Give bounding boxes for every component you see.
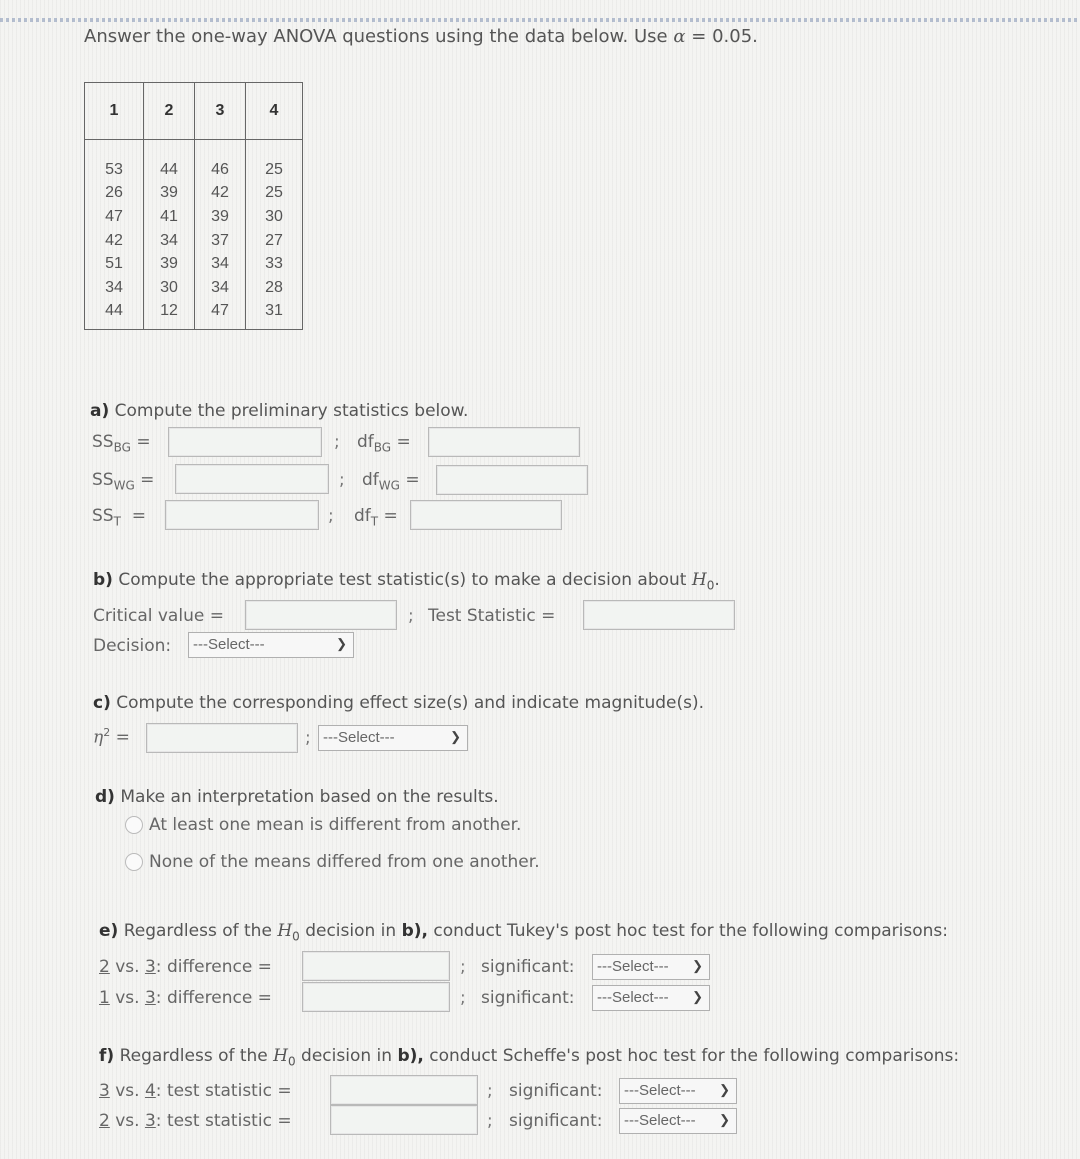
eta-squared-input[interactable] <box>146 723 298 753</box>
separator: ; <box>305 728 311 748</box>
decision-select[interactable] <box>188 632 354 658</box>
df-bg-label: $df_{BG}$ = <box>357 432 411 455</box>
separator: ; <box>408 606 414 626</box>
part-e-question: e) Regardless of the $H_0$ decision in b), conduct Tukey's post hoc test for the following comparisons: <box>99 921 949 944</box>
part-a-text: Compute the preliminary statistics below. <box>114 401 469 421</box>
part-f-ref: b), <box>397 1046 424 1066</box>
part-e-ref: b), <box>401 921 428 941</box>
critical-value-label: Critical value = <box>93 606 224 626</box>
part-e-letter: e) <box>99 921 119 941</box>
select-value: ---Select--- <box>193 636 265 653</box>
table-row <box>85 300 303 330</box>
group-header-2: 2 <box>144 83 195 140</box>
chevron-down-icon: ❯ <box>719 1112 730 1127</box>
df-wg-input[interactable] <box>436 465 588 495</box>
separator: ; <box>487 1081 493 1101</box>
option1-radio[interactable] <box>125 816 143 834</box>
tukey-row1-label: 2 vs. 3: difference = <box>99 957 272 977</box>
table-cell: 41 <box>144 205 195 229</box>
table-cell: 25 <box>246 182 303 206</box>
significant-label: significant: <box>509 1081 603 1101</box>
critical-value-input[interactable] <box>245 600 397 630</box>
alpha-symbol: α <box>673 26 686 47</box>
table-cell: 30 <box>144 276 195 300</box>
chevron-down-icon: ❯ <box>450 729 461 744</box>
table-cell: 31 <box>246 300 303 330</box>
instructions <box>84 26 758 47</box>
select-value: ---Select--- <box>597 989 669 1006</box>
select-value: ---Select--- <box>624 1112 696 1129</box>
part-f-letter: f) <box>99 1046 115 1066</box>
table-cell: 47 <box>85 205 144 229</box>
scheffe-row1-label: 3 vs. 4: test statistic = <box>99 1081 292 1101</box>
table-row <box>85 158 303 182</box>
eta-squared-label: $\eta^2$ = <box>93 726 130 748</box>
table-cell: 53 <box>85 158 144 182</box>
decision-label: Decision: <box>93 636 172 656</box>
scheffe-row2-label: 2 vs. 3: test statistic = <box>99 1111 292 1131</box>
header-divider <box>0 18 1080 22</box>
ss-t-label: $SS_T$ = <box>92 506 146 529</box>
option1-label: At least one mean is different from another. <box>149 815 522 835</box>
table-cell: 46 <box>195 158 246 182</box>
table-cell: 30 <box>246 205 303 229</box>
chevron-down-icon: ❯ <box>692 989 703 1004</box>
table-row <box>85 182 303 206</box>
table-cell: 34 <box>144 229 195 253</box>
table-cell: 27 <box>246 229 303 253</box>
separator: ; <box>328 506 334 526</box>
table-cell: 37 <box>195 229 246 253</box>
instructions-text: Answer the one-way ANOVA questions using the data below. <box>84 26 629 47</box>
table-cell: 42 <box>85 229 144 253</box>
option2-radio[interactable] <box>125 853 143 871</box>
option2-label: None of the means differed from one another. <box>149 852 540 872</box>
table-cell: 44 <box>85 300 144 330</box>
tukey-row2-label: 1 vs. 3: difference = <box>99 988 272 1008</box>
table-cell: 39 <box>144 182 195 206</box>
part-b-text: Compute the appropriate test statistic(s) to make a decision about <box>118 570 687 590</box>
tukey-row2-select[interactable] <box>592 985 710 1011</box>
scheffe-row1-input[interactable] <box>330 1075 478 1105</box>
scheffe-row2-select[interactable] <box>619 1108 737 1134</box>
ss-wg-label: $SS_{WG}$ = <box>92 470 155 493</box>
chevron-down-icon: ❯ <box>692 958 703 973</box>
table-row <box>85 276 303 300</box>
test-statistic-label: Test Statistic = <box>428 606 556 626</box>
table-cell: 33 <box>246 252 303 276</box>
magnitude-select[interactable] <box>318 725 468 751</box>
part-a-letter: a) <box>90 401 110 421</box>
table-row <box>85 252 303 276</box>
table-cell: 28 <box>246 276 303 300</box>
part-a-question <box>90 401 468 421</box>
select-value: ---Select--- <box>624 1082 696 1099</box>
data-table <box>84 82 303 330</box>
table-cell: 26 <box>85 182 144 206</box>
table-cell: 34 <box>85 276 144 300</box>
df-t-input[interactable] <box>410 500 562 530</box>
table-cell: 42 <box>195 182 246 206</box>
significant-label: significant: <box>481 957 575 977</box>
part-f-text-pre: Regardless of the <box>119 1046 268 1066</box>
h0-symbol: H <box>691 570 707 590</box>
part-c-letter: c) <box>93 693 111 713</box>
table-cell: 12 <box>144 300 195 330</box>
table-cell: 25 <box>246 158 303 182</box>
h0-symbol: H <box>277 921 293 941</box>
table-cell: 51 <box>85 252 144 276</box>
separator: ; <box>487 1111 493 1131</box>
tukey-row1-select[interactable] <box>592 954 710 980</box>
table-cell: 34 <box>195 252 246 276</box>
table-cell: 47 <box>195 300 246 330</box>
use-label: Use <box>634 26 668 47</box>
separator: ; <box>460 988 466 1008</box>
separator: ; <box>339 470 345 490</box>
scheffe-row2-input[interactable] <box>330 1105 478 1135</box>
test-statistic-input[interactable] <box>583 600 735 630</box>
select-value: ---Select--- <box>597 958 669 975</box>
part-c-question <box>93 693 704 713</box>
chevron-down-icon: ❯ <box>336 636 347 651</box>
table-cell: 44 <box>144 158 195 182</box>
table-cell: 39 <box>195 205 246 229</box>
select-value: ---Select--- <box>323 729 395 746</box>
h0-symbol: H <box>273 1046 288 1066</box>
ss-t-input[interactable] <box>165 500 319 530</box>
part-b-letter: b) <box>93 570 113 590</box>
part-e-text-mid: decision in <box>305 921 397 941</box>
ss-bg-label: $SS_{BG}$ = <box>92 432 151 455</box>
df-bg-input[interactable] <box>428 427 580 457</box>
alpha-value: = 0.05. <box>691 26 758 47</box>
tukey-row2-input[interactable] <box>302 982 450 1012</box>
group-header-3: 3 <box>195 83 246 140</box>
part-c-text: Compute the corresponding effect size(s) and indicate magnitude(s). <box>116 693 705 713</box>
df-wg-label: $df_{WG}$ = <box>362 470 420 493</box>
table-row <box>85 205 303 229</box>
separator: ; <box>334 432 340 452</box>
part-d-letter: d) <box>95 787 115 807</box>
group-header-4: 4 <box>246 83 303 140</box>
table-cell: 39 <box>144 252 195 276</box>
part-f-question: f) Regardless of the $H_0$ decision in b), conduct Scheffe's post hoc test for the following comparisons: <box>99 1046 960 1069</box>
part-b-question: b) Compute the appropriate test statistic(s) to make a decision about $H_0$. <box>93 570 720 593</box>
significant-label: significant: <box>509 1111 603 1131</box>
table-cell: 34 <box>195 276 246 300</box>
ss-wg-input[interactable] <box>175 464 329 494</box>
significant-label: significant: <box>481 988 575 1008</box>
chevron-down-icon: ❯ <box>719 1082 730 1097</box>
part-d-question <box>95 787 499 807</box>
separator: ; <box>460 957 466 977</box>
scheffe-row1-select[interactable] <box>619 1078 737 1104</box>
part-f-text-mid: decision in <box>301 1046 393 1066</box>
part-f-text-post: conduct Scheffe's post hoc test for the following comparisons: <box>429 1046 960 1066</box>
ss-bg-input[interactable] <box>168 427 322 457</box>
table-row <box>85 229 303 253</box>
part-d-text: Make an interpretation based on the results. <box>120 787 499 807</box>
part-e-text-post: conduct Tukey's post hoc test for the following comparisons: <box>433 921 949 941</box>
group-header-1: 1 <box>85 83 144 140</box>
df-t-label: $df_T$ = <box>354 506 398 529</box>
tukey-row1-input[interactable] <box>302 951 450 981</box>
part-e-text-pre: Regardless of the <box>123 921 272 941</box>
